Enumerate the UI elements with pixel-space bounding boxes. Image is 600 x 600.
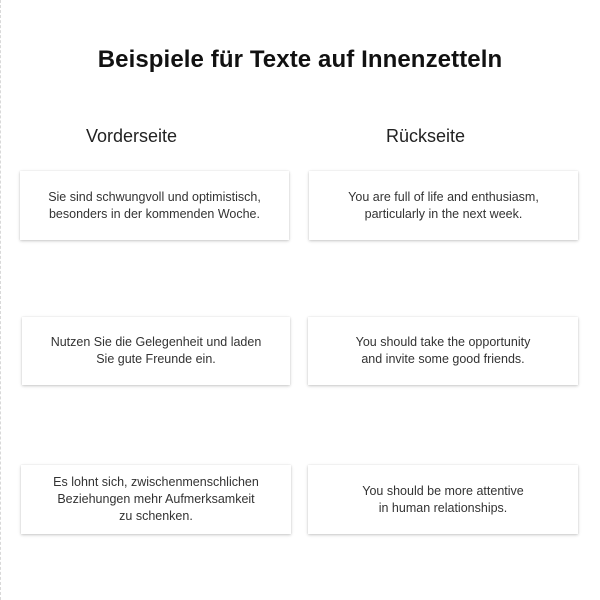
card-front-2-text: Nutzen Sie die Gelegenheit und laden Sie gute Freunde ein.: [50, 335, 262, 366]
column-heading-back: Rückseite: [386, 126, 466, 146]
card-back-3-text: You should be more attentive in human relationships.: [362, 483, 524, 515]
column-heading-front: Vorderseite: [86, 126, 178, 146]
card-front-3: [21, 465, 291, 534]
card-back-1-text: You are full of life and enthusiasm, particularly in the next week.: [348, 189, 539, 221]
card-back-2-text: You should take the opportunity and invite some good friends.: [355, 335, 531, 366]
card-back-3: [308, 465, 578, 534]
card-front-2: [22, 317, 290, 385]
card-back-2: [308, 317, 578, 385]
card-back-1: [309, 171, 578, 240]
card-front-1: [20, 171, 289, 240]
card-front-1-text: Sie sind schwungvoll und optimistisch, besonders in der kommenden Woche.: [48, 189, 261, 221]
card-front-3-text: Es lohnt sich, zwischenmenschlichen Beziehungen mehr Aufmerksamkeit zu schenken.: [53, 475, 259, 523]
left-dashed-border: [0, 0, 1, 600]
page-title: Beispiele für Texte auf Innenzetteln: [97, 46, 503, 73]
